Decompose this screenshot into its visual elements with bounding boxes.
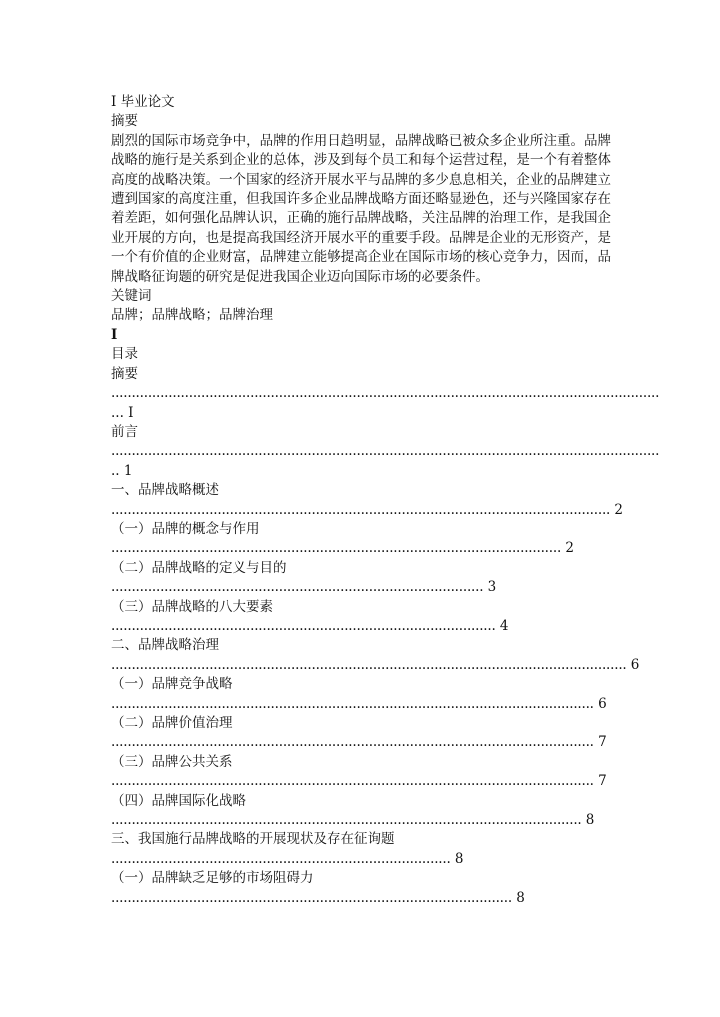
toc-entry-title: （一）品牌的概念与作用 bbox=[111, 520, 260, 537]
toc-page-number: 6 bbox=[626, 656, 640, 673]
toc-entry-leader bbox=[111, 850, 611, 869]
toc-dots: ...................................................................................................................... bbox=[111, 695, 594, 712]
toc-entry-leader bbox=[111, 772, 611, 791]
toc-dots: ........................................................................................... bbox=[111, 579, 484, 596]
toc-dots: .............................................................................................. bbox=[111, 617, 496, 634]
toc-dots: .................................................................................................. bbox=[111, 889, 512, 906]
keywords-heading: 关键词 bbox=[111, 288, 152, 305]
toc-entry-leader bbox=[111, 578, 611, 597]
toc-entry-leader bbox=[111, 656, 640, 675]
toc-dots: ...................................................................................................................... bbox=[111, 734, 594, 751]
toc-dots: .............................................................................................................. bbox=[111, 540, 562, 557]
toc-dots: .......................................................................................................................... bbox=[111, 501, 611, 518]
toc-entry-title: （二）品牌战略的定义与目的 bbox=[111, 559, 287, 576]
toc-entry-title: 前言 bbox=[111, 423, 138, 440]
toc-dots: ...................................................................................................................................... bbox=[111, 385, 660, 402]
toc-page-number: .. 1 bbox=[111, 462, 133, 479]
toc-entry-title: （一）品牌竞争战略 bbox=[111, 676, 233, 693]
toc-list bbox=[111, 365, 660, 908]
toc-page-number: 3 bbox=[483, 579, 497, 596]
toc-entry-title: （一）品牌缺乏足够的市场阻碍力 bbox=[111, 870, 314, 887]
toc-dots: .............................................................................................................................. bbox=[111, 656, 627, 673]
toc-entry-leader bbox=[111, 442, 660, 461]
document-content bbox=[111, 93, 660, 908]
toc-entry-leader bbox=[111, 733, 611, 752]
toc-dots: ...................................................................................................................... bbox=[111, 773, 594, 790]
toc-entry-title: （三）品牌战略的八大要素 bbox=[111, 598, 273, 615]
toc-page-number: 6 bbox=[593, 695, 607, 712]
toc-dots: ................................................................................................................... bbox=[111, 812, 582, 829]
thesis-title: I 毕业论文 bbox=[111, 94, 175, 110]
toc-entry-leader bbox=[111, 695, 611, 714]
toc-dots: ...................................................................................................................................... bbox=[111, 443, 660, 460]
toc-dots: ................................................................................... bbox=[111, 850, 451, 867]
toc-entry-title: 二、品牌战略治理 bbox=[111, 637, 219, 654]
toc-page-number: 7 bbox=[593, 734, 607, 751]
toc-page-number: 4 bbox=[495, 617, 509, 634]
abstract-body: 剧烈的国际市场竞争中，品牌的作用日趋明显，品牌战略已被众多企业所注重。品牌战略的施行是关系到企业的总体，涉及到每个员工和每个运营过程，是一个有着整体高度的战略决策。一个国家的经济开展水平与品牌的多少息息相关，企业的品牌建立遭到国家的高度注重，但我国许多企业品牌战略方面还略显逊色，还与兴隆国家存在着差距，如何强化品牌认识，正确的施行品牌战略，关注品牌的治理工作，是我国企业开展的方向，也是提高我国经济开展水平的重要手段。品牌是企业的无形资产，是一个有价值的企业财富，品牌建立能够提高企业在国际市场的核心竞争力，因而，品牌战略征询题的研究是促进我国企业迈向国际市场的必要条件。 bbox=[111, 132, 611, 285]
toc-entry-leader bbox=[111, 889, 611, 908]
keywords-list: 品牌；品牌战略；品牌治理 bbox=[111, 307, 273, 324]
toc-page-number: ... I bbox=[111, 404, 134, 421]
toc-entry-leader bbox=[111, 384, 660, 403]
toc-entry-leader bbox=[111, 617, 611, 636]
abstract-heading: 摘要 bbox=[111, 113, 138, 130]
toc-page-number: 2 bbox=[610, 501, 624, 518]
toc-entry-leader bbox=[111, 501, 624, 520]
toc-entry-leader bbox=[111, 539, 611, 558]
toc-entry-leader bbox=[111, 811, 611, 830]
page-marker: I bbox=[111, 326, 118, 343]
toc-page-number: 8 bbox=[450, 850, 464, 867]
toc-page-number: 8 bbox=[581, 812, 595, 829]
toc-entry-title: 一、品牌战略概述 bbox=[111, 482, 219, 499]
toc-heading: 目录 bbox=[111, 346, 138, 363]
toc-entry-title: 摘要 bbox=[111, 365, 138, 382]
toc-page-number: 7 bbox=[593, 773, 607, 790]
toc-page-number: 2 bbox=[561, 540, 574, 557]
toc-entry-title: （三）品牌公共关系 bbox=[111, 753, 233, 770]
toc-entry-title: （四）品牌国际化战略 bbox=[111, 792, 246, 809]
toc-entry-title: 三、我国施行品牌战略的开展现状及存在征询题 bbox=[111, 831, 395, 848]
toc-entry-title: （二）品牌价值治理 bbox=[111, 715, 233, 731]
toc-page-number: 8 bbox=[511, 889, 525, 906]
